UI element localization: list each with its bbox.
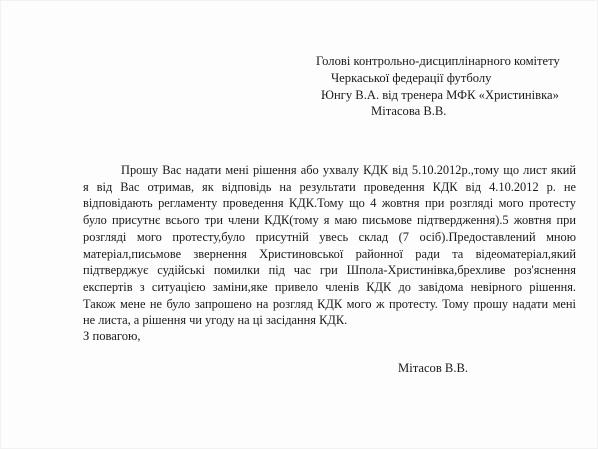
letter-body (83, 162, 576, 329)
addressee-line-3: Юнгу В.А. від тренера МФК «Христинівка» (321, 88, 559, 102)
body-line: розгляді мого протесту,було присутній увесь склад (7 осіб).Предоставлений мною (83, 229, 576, 244)
body-line: експертів з ситуацією заміни,яке привело членів КДК до завідома невірного рішення. (83, 279, 576, 294)
addressee-block (0, 0, 598, 140)
addressee-line-1: Голові контрольно-дисциплінарного комітету (316, 54, 560, 68)
body-line: відповідають регламенту проведення КДК.Тому що 4 жовтня при розгляді мого протесту (83, 196, 576, 211)
closing-phrase: З повагою, (83, 329, 141, 343)
body-line: я від Вас отримав, як відповідь на результати проведення КДК від 4.10.2012 р. не (83, 179, 576, 194)
body-line: було присутнє всього три члени КДК(тому я маю письмове підтвердження).5 жовтня при (83, 213, 576, 228)
signature-name: Мітасов В.В. (398, 361, 469, 375)
addressee-line-2: Черкаської федерації футболу (331, 71, 492, 85)
body-line: Також мене не було запрошено на розгляд КДК мого ж протесту. Тому прошу надати мені (83, 296, 576, 311)
body-line: матеріал,письмове звернення Христиновської районної ради та відеоматеріал,який (83, 246, 576, 261)
addressee-line-4: Мітасова В.В. (371, 104, 447, 118)
body-line: підтверджує судійські помилки під час гри Шпола-Христинівка,брехливе роз'яснення (83, 263, 576, 278)
body-line: не листа, а рішення чи угоду на ці засідання КДК. (83, 313, 348, 328)
body-line: Прошу Вас надати мені рішення або ухвалу КДК від 5.10.2012р.,тому що лист який (121, 163, 576, 177)
